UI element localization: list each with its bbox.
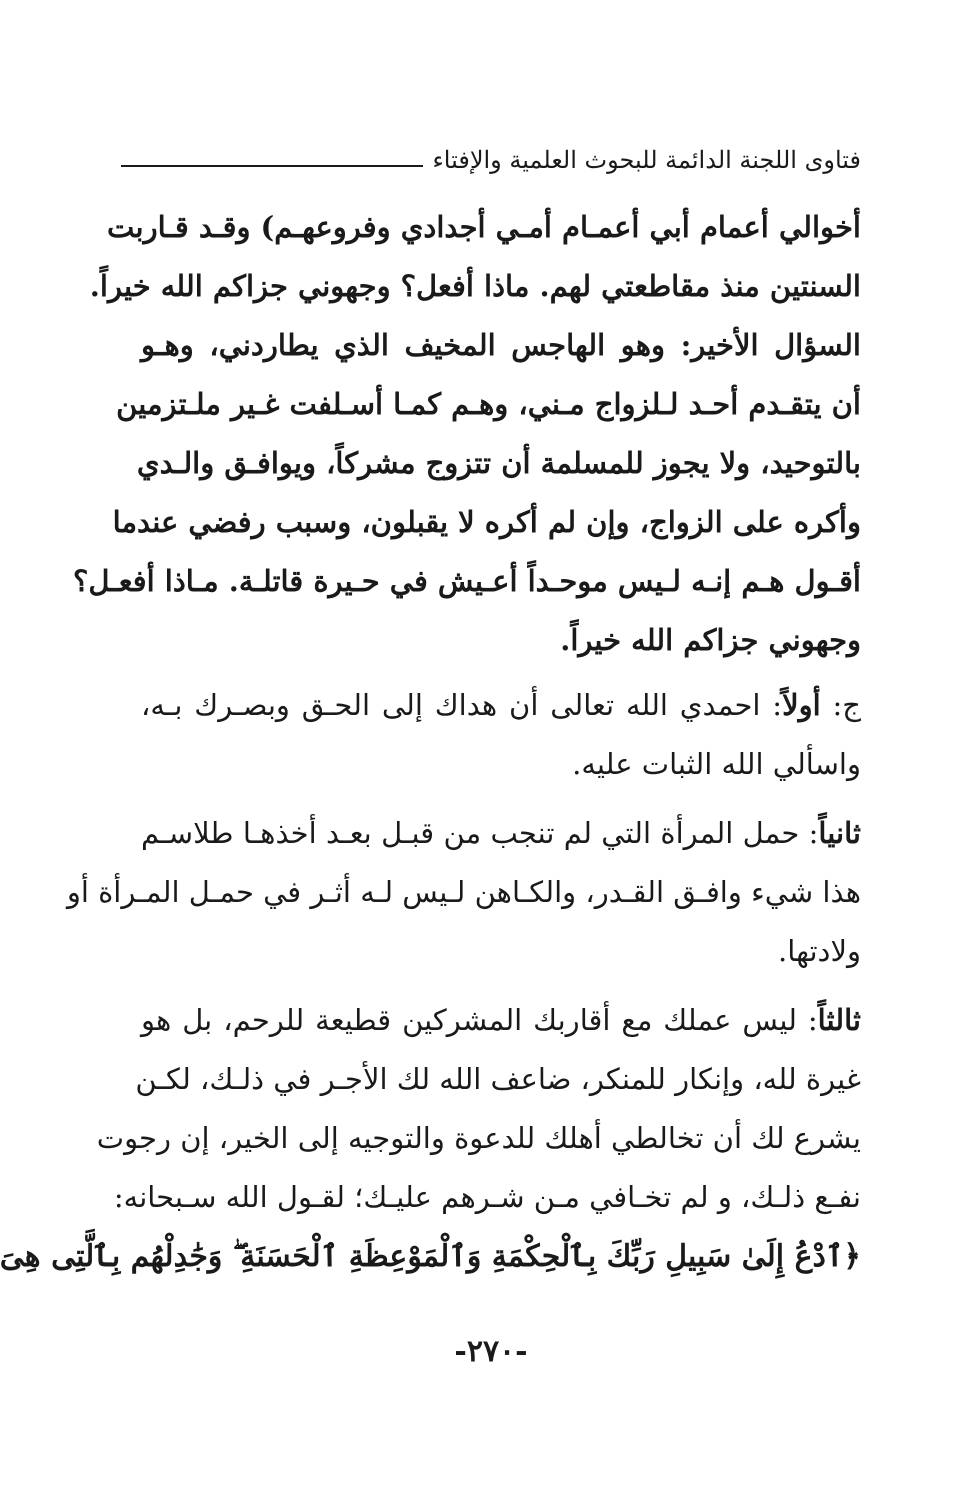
last-question-line: أقـول هـم إنـه لـيس موحـداً أعـيش في حـيرة قاتلـة. مـاذا أفعـل؟ xyxy=(72,564,861,598)
running-header xyxy=(121,140,861,180)
answer-line: يشرع لك أن تخالطي أهلك للدعوة والتوجيه إلى الخير، إن رجوت xyxy=(96,1121,861,1155)
answer-third-label: ثالثاً xyxy=(817,1003,861,1037)
answer-line: ولادتها. xyxy=(778,934,861,968)
quran-verse: ﴿ٱدْعُ إِلَىٰ سَبِيلِ رَبِّكَ بِٱلْحِكْمَةِ وَٱلْمَوْعِظَةِ ٱلْحَسَنَةِ ۖ وَجَٰدِلْهُم بِٱلَّتِى هِىَ xyxy=(0,1239,861,1274)
last-question-line: السؤال الأخير: وهو الهاجس المخيف الذي يطاردني، وهـو xyxy=(141,328,861,362)
answer-prefix: ج: xyxy=(820,688,861,722)
answer-first-line xyxy=(141,676,861,735)
header-title: فتاوى اللجنة الدائمة للبحوث العلمية والإفتاء xyxy=(432,146,861,174)
last-question-line: بالتوحيد، ولا يجوز للمسلمة أن تتزوج مشركاً، ويوافـق والـدي xyxy=(136,446,861,480)
last-question-line: وأكره على الزواج، وإن لم أكره لا يقبلون، وسبب رفضي عندما xyxy=(112,505,861,539)
answer-second-line xyxy=(141,804,861,863)
answer-first-label: أولاً xyxy=(782,688,821,722)
answer-line: نفـع ذلـك، و لم تخـافي مـن شـرهم عليـك؛ لقـول الله سـبحانه: xyxy=(113,1180,861,1214)
last-question-line: أن يتقـدم أحـد لـلزواج مـني، وهـم كمـا أسـلفت غـير ملـتزمين xyxy=(116,387,861,421)
body-text xyxy=(0,198,861,1286)
answer-third-text: : ليس عملك مع أقاربك المشركين قطيعة للرحم، بل هو xyxy=(141,1003,818,1037)
answer-line: غيرة لله، وإنكار للمنكر، ضاعف الله لك الأجـر في ذلـك، لكـن xyxy=(135,1062,861,1096)
answer-line: واسألي الله الثبات عليه. xyxy=(572,747,861,781)
question-line: أخوالي أعمام أبي أعمـام أمـي أجدادي وفروعهـم) وقـد قـاربت xyxy=(107,210,861,244)
answer-line: هذا شيء وافـق القـدر، والكـاهن لـيس لـه أثـر في حمـل المـرأة أو xyxy=(66,875,861,909)
question-line: السنتين منذ مقاطعتي لهم. ماذا أفعل؟ وجهوني جزاكم الله خيراً. xyxy=(89,269,861,303)
answer-second-text: : حمل المرأة التي لم تنجب من قبـل بعـد أخذهـا طلاسـم xyxy=(141,816,819,850)
page-number: -٢٧٠- xyxy=(454,1334,528,1369)
answer-first-text: : احمدي الله تعالى أن هداك إلى الحـق وبصـرك بـه، xyxy=(141,688,783,722)
answer-third-line xyxy=(141,991,861,1050)
last-question-line: وجهوني جزاكم الله خيراً. xyxy=(560,623,861,657)
answer-second-label: ثانياً xyxy=(818,816,861,850)
header-rule xyxy=(121,165,423,167)
